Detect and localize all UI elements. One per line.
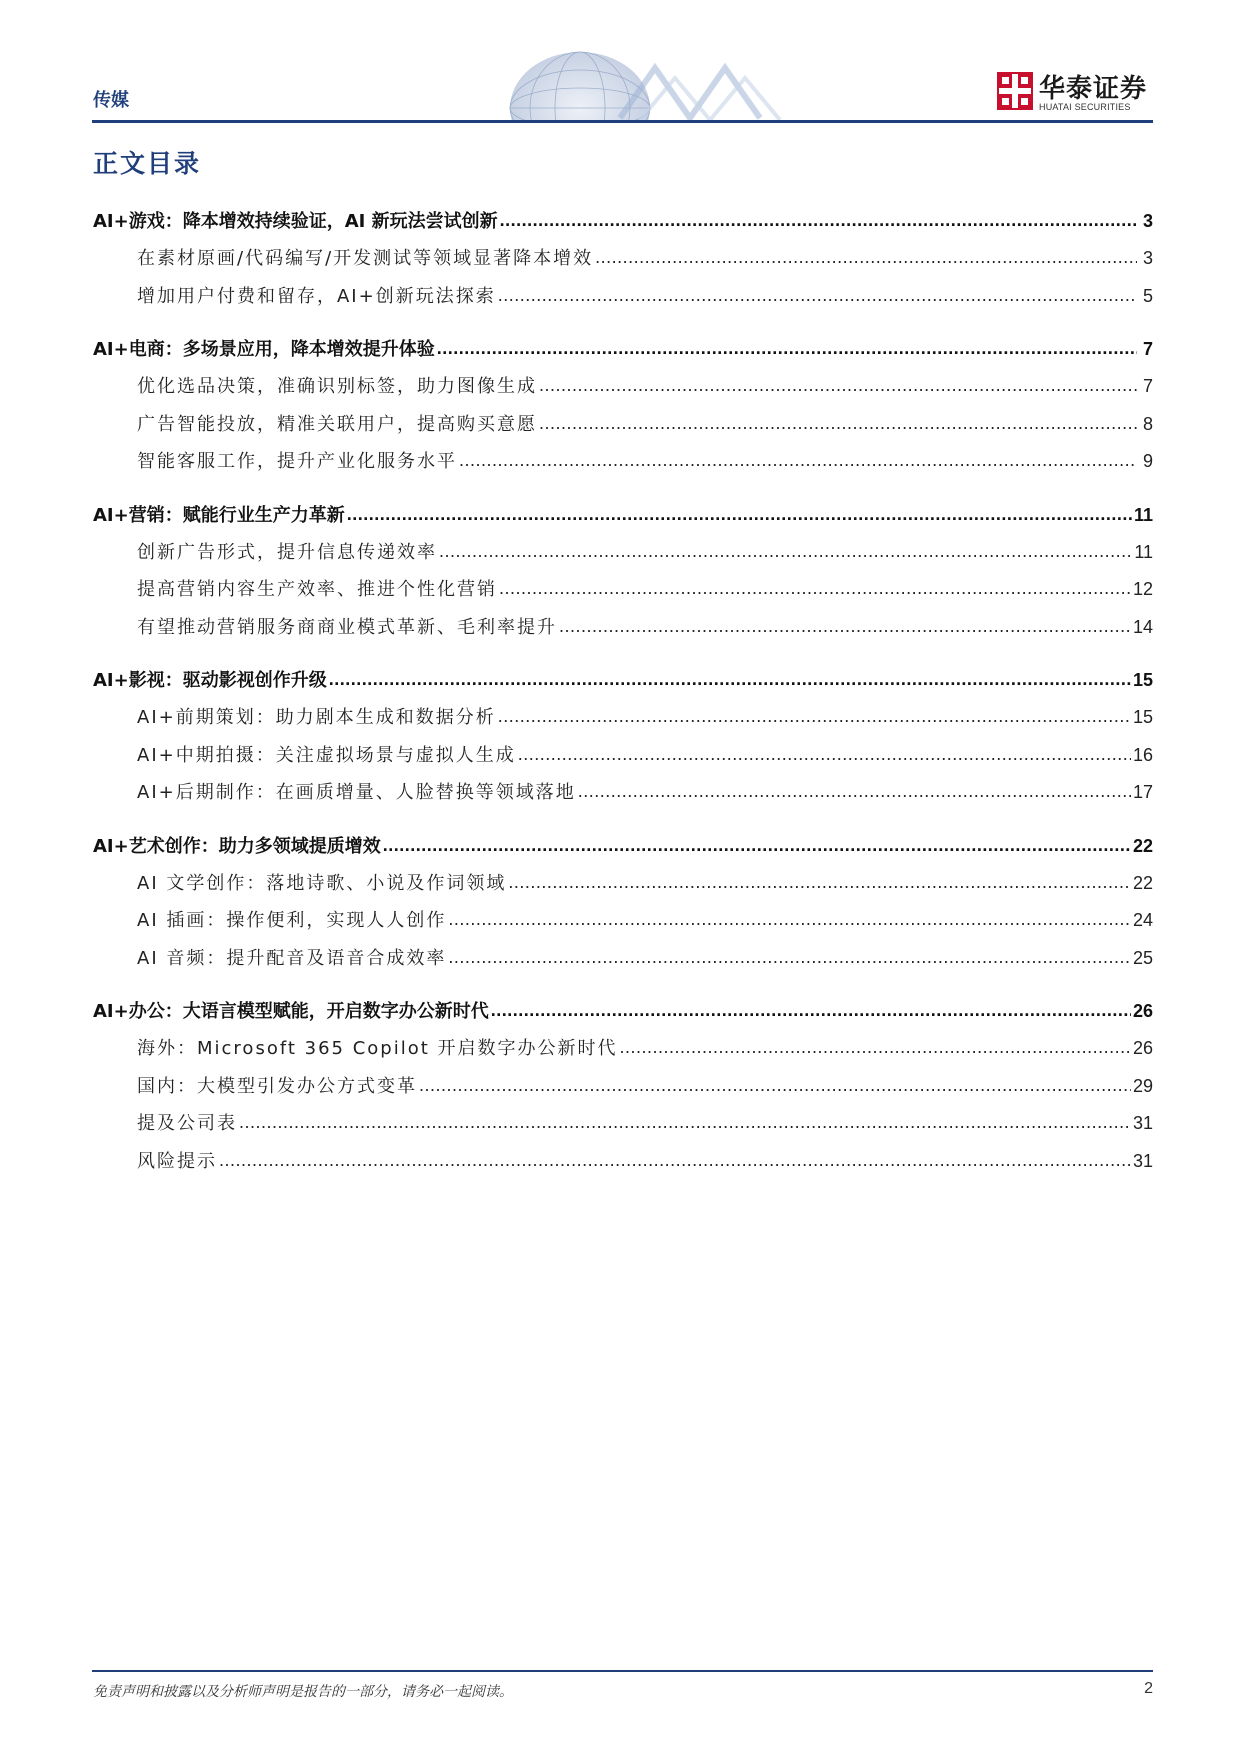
- toc-page-number: 7: [1142, 339, 1153, 359]
- toc-dot-leader: [539, 405, 1137, 443]
- toc-section: [93, 993, 1153, 1180]
- toc-subsection-entry[interactable]: [93, 940, 1153, 978]
- toc-section-title: AI+游戏：降本增效持续验证，AI 新玩法尝试创新: [93, 211, 498, 232]
- toc-section-title: AI+办公：大语言模型赋能，开启数字办公新时代: [93, 1001, 489, 1022]
- toc-subsection-entry[interactable]: [93, 902, 1153, 940]
- toc-subsection-entry[interactable]: [93, 1143, 1153, 1181]
- toc-dot-leader: [500, 202, 1137, 239]
- toc-subsection-title: AI+中期拍摄：关注虚拟场景与虚拟人生成: [137, 744, 516, 766]
- toc-section: [93, 662, 1153, 812]
- toc-subsection-title: 创新广告形式，提升信息传递效率: [137, 541, 437, 563]
- toc-section: [93, 203, 1153, 315]
- toc-subsection-entry[interactable]: [93, 443, 1153, 481]
- toc-page-number: 31: [1132, 1113, 1153, 1133]
- table-of-contents: [93, 203, 1153, 1196]
- toc-section: [93, 331, 1153, 481]
- toc-section-entry[interactable]: [93, 662, 1153, 699]
- toc-subsection-title: 提高营销内容生产效率、推进个性化营销: [137, 579, 497, 600]
- toc-subsection-title: 风险提示: [137, 1150, 217, 1172]
- toc-subsection-title: 有望推动营销服务商商业模式革新、毛利率提升: [137, 616, 557, 638]
- toc-page-number: 31: [1132, 1150, 1153, 1171]
- toc-subsection-entry[interactable]: [93, 1105, 1153, 1143]
- toc-subsection-entry[interactable]: [93, 699, 1153, 737]
- toc-dot-leader: [620, 1029, 1131, 1067]
- toc-dot-leader: [437, 330, 1137, 367]
- header-divider: [92, 120, 1153, 123]
- toc-dot-leader: [559, 608, 1131, 646]
- toc-section-entry[interactable]: [93, 497, 1153, 534]
- toc-dot-leader: [498, 277, 1137, 315]
- toc-subsection-title: 在素材原画/代码编写/开发测试等领域显著降本增效: [137, 248, 594, 269]
- toc-subsection-title: 海外：Microsoft 365 Copilot 开启数字办公新时代: [137, 1038, 618, 1059]
- toc-section-entry[interactable]: [93, 993, 1153, 1030]
- toc-page-number: 15: [1132, 670, 1153, 690]
- toc-subsection-title: 智能客服工作，提升产业化服务水平: [137, 451, 457, 472]
- toc-page-number: 26: [1132, 1038, 1153, 1058]
- toc-section-title: AI+艺术创作：助力多领域提质增效: [93, 835, 381, 857]
- toc-section-title: AI+电商：多场景应用，降本增效提升体验: [93, 339, 435, 360]
- toc-section-title: AI+营销：赋能行业生产力革新: [93, 504, 345, 526]
- toc-page-number: 5: [1142, 285, 1153, 306]
- footer-disclaimer: 免责声明和披露以及分析师声明是报告的一部分，请务必一起阅读。: [93, 1684, 513, 1700]
- toc-dot-leader: [347, 496, 1132, 533]
- toc-page-number: 11: [1134, 541, 1153, 562]
- toc-subsection-title: AI 文学创作：落地诗歌、小说及作词领域: [137, 872, 507, 894]
- toc-dot-leader: [595, 239, 1137, 277]
- footer-divider: [92, 1670, 1153, 1672]
- toc-subsection-title: 国内：大模型引发办公方式变革: [137, 1075, 417, 1097]
- toc-page-number: 25: [1132, 947, 1153, 968]
- huatai-logo: [997, 70, 1157, 116]
- toc-section: [93, 828, 1153, 978]
- page-header: [0, 0, 1240, 130]
- toc-dot-leader: [329, 661, 1131, 698]
- toc-subsection-title: AI 音频：提升配音及语音合成效率: [137, 947, 447, 969]
- toc-subsection-entry[interactable]: [93, 1068, 1153, 1106]
- toc-page-number: 26: [1132, 1001, 1153, 1021]
- toc-subsection-entry[interactable]: [93, 240, 1153, 278]
- toc-dot-leader: [578, 773, 1131, 811]
- logo-english-name: HUATAI SECURITIES: [1039, 102, 1131, 112]
- toc-page-number: 11: [1133, 504, 1153, 525]
- toc-subsection-title: AI+后期制作：在画质增量、人脸替换等领域落地: [137, 782, 576, 803]
- toc-dot-leader: [499, 570, 1131, 608]
- toc-dot-leader: [518, 736, 1131, 774]
- toc-subsection-entry[interactable]: [93, 406, 1153, 444]
- toc-dot-leader: [239, 1104, 1131, 1142]
- toc-subsection-entry[interactable]: [93, 865, 1153, 903]
- toc-page-number: 22: [1132, 835, 1153, 856]
- toc-subsection-entry[interactable]: [93, 774, 1153, 812]
- toc-subsection-entry[interactable]: [93, 571, 1153, 609]
- toc-page-number: 17: [1132, 782, 1153, 802]
- toc-page-number: 14: [1132, 616, 1153, 637]
- toc-page-number: 22: [1132, 872, 1153, 893]
- toc-subsection-title: 广告智能投放，精准关联用户，提高购买意愿: [137, 413, 537, 435]
- toc-subsection-entry[interactable]: [93, 368, 1153, 406]
- toc-dot-leader: [498, 698, 1131, 736]
- toc-section-entry[interactable]: [93, 828, 1153, 865]
- toc-page-number: 29: [1132, 1075, 1153, 1096]
- toc-subsection-entry[interactable]: [93, 534, 1153, 572]
- sector-label: 传媒: [93, 90, 129, 111]
- toc-page-number: 9: [1142, 451, 1153, 471]
- toc-dot-leader: [448, 939, 1131, 977]
- logo-chinese-name: 华泰证券: [1039, 74, 1148, 104]
- toc-page-number: 16: [1132, 744, 1153, 765]
- toc-section-title: AI+影视：驱动影视创作升级: [93, 670, 327, 691]
- toc-dot-leader: [539, 367, 1137, 405]
- toc-page-number: 24: [1132, 910, 1153, 930]
- logo-mark-icon: [997, 72, 1033, 110]
- toc-page-number: 7: [1142, 376, 1153, 396]
- globe-network-graphic: [470, 48, 810, 122]
- toc-dot-leader: [491, 992, 1131, 1029]
- toc-dot-leader: [383, 827, 1131, 864]
- toc-dot-leader: [508, 864, 1131, 902]
- toc-subsection-entry[interactable]: [93, 737, 1153, 775]
- page-number: 2: [1144, 1680, 1153, 1697]
- toc-subsection-title: 优化选品决策，准确识别标签，助力图像生成: [137, 376, 537, 397]
- toc-subsection-entry[interactable]: [93, 609, 1153, 647]
- toc-subsection-entry[interactable]: [93, 278, 1153, 316]
- toc-subsection-title: AI+前期策划：助力剧本生成和数据分析: [137, 707, 496, 728]
- toc-page-number: 12: [1132, 579, 1153, 599]
- toc-dot-leader: [448, 901, 1131, 939]
- toc-page-number: 3: [1142, 211, 1153, 231]
- toc-subsection-title: AI 插画：操作便利，实现人人创作: [137, 910, 447, 931]
- toc-section-entry[interactable]: [93, 203, 1153, 240]
- toc-dot-leader: [219, 1142, 1131, 1180]
- toc-dot-leader: [419, 1067, 1131, 1105]
- toc-dot-leader: [439, 533, 1132, 571]
- toc-section-entry[interactable]: [93, 331, 1153, 368]
- toc-section: [93, 497, 1153, 647]
- toc-subsection-title: 增加用户付费和留存，AI+创新玩法探索: [137, 285, 496, 307]
- toc-subsection-entry[interactable]: [93, 1030, 1153, 1068]
- toc-title: 正文目录: [93, 149, 202, 178]
- toc-page-number: 3: [1142, 248, 1153, 268]
- toc-page-number: 15: [1132, 707, 1153, 727]
- toc-subsection-title: 提及公司表: [137, 1113, 237, 1134]
- toc-dot-leader: [459, 442, 1137, 480]
- toc-page-number: 8: [1142, 413, 1153, 434]
